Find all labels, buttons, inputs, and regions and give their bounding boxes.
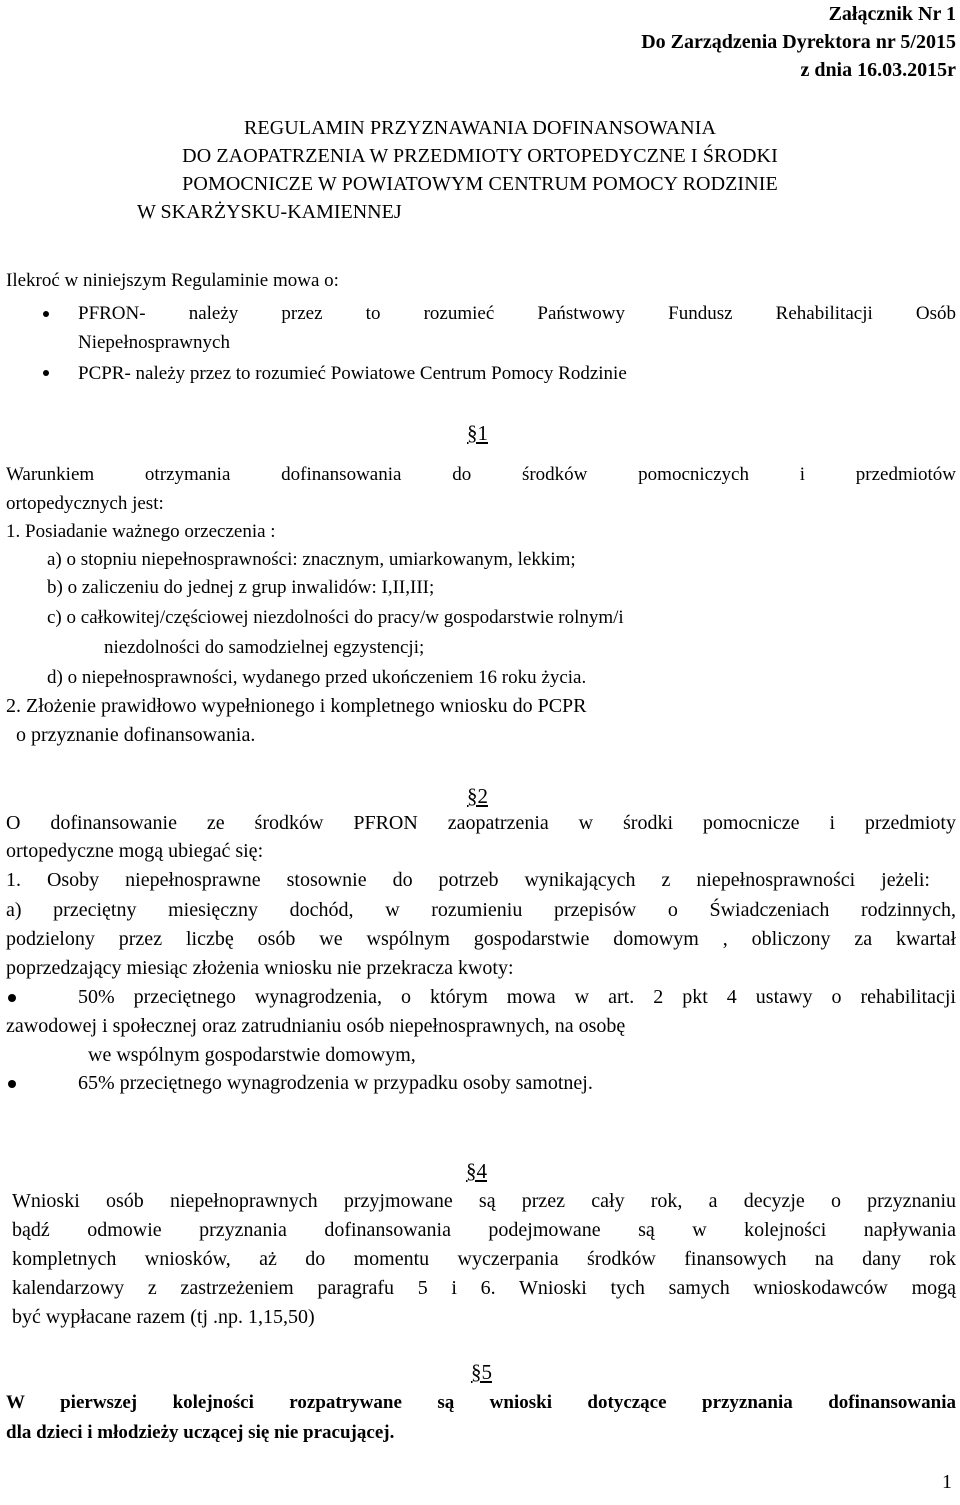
- section-2-bullet-2: 65% przeciętnego wynagrodzenia w przypadku osoby samotnej.: [78, 1072, 593, 1094]
- header-annex: Załącznik Nr 1: [828, 3, 956, 25]
- section-2-intro: O dofinansowanie ze środków PFRON zaopatrzenia w środki pomocnicze i przedmioty: [6, 812, 956, 834]
- section-5-heading: §5: [471, 1360, 492, 1384]
- page-number: 1: [942, 1471, 952, 1493]
- bullet-icon: [43, 311, 49, 317]
- section-4-line-4: kalendarzowy z zastrzeżeniem paragrafu 5 i 6. Wnioski tych samych wnioskodawców mogą: [12, 1277, 956, 1299]
- document-title-line-2: DO ZAOPATRZENIA W PRZEDMIOTY ORTOPEDYCZNE I ŚRODKI: [182, 145, 778, 167]
- section-4-line-5: być wypłacane razem (tj .np. 1,15,50): [12, 1306, 315, 1328]
- section-5-number: 5: [481, 1360, 492, 1384]
- section-4-number: 4: [476, 1159, 487, 1183]
- section-1-heading: §1: [467, 421, 488, 445]
- section-2-number: 2: [477, 784, 488, 808]
- bullet-icon: [8, 994, 16, 1002]
- section-1-intro: Warunkiem otrzymania dofinansowania do środków pomocniczych i przedmiotów: [6, 464, 956, 485]
- section-4-line-3: kompletnych wniosków, aż do momentu wyczerpania środków finansowych na dany rok: [12, 1248, 956, 1270]
- bullet-icon: [43, 370, 49, 376]
- header-date: z dnia 16.03.2015r: [800, 59, 956, 81]
- section-1-sub-c-cont: niezdolności do samodzielnej egzystencji;: [104, 637, 425, 658]
- section-2-bullet-1-cont-2: we wspólnym gospodarstwie domowym,: [88, 1044, 416, 1066]
- section-2-a-line-1: a) przeciętny miesięczny dochód, w rozumieniu przepisów o Świadczeniach rodzinnych,: [6, 899, 956, 921]
- section-5-line-2: dla dzieci i młodzieży uczącej się nie pracującej.: [6, 1422, 395, 1443]
- intro-text: Ilekroć w niniejszym Regulaminie mowa o:: [6, 270, 339, 291]
- section-2-intro-cont: ortopedyczne mogą ubiegać się:: [6, 840, 264, 862]
- section-1-sub-a: a) o stopniu niepełnosprawności: znacznym, umiarkowanym, lekkim;: [47, 549, 576, 570]
- document-title-line-4: W SKARŻYSKU-KAMIENNEJ: [137, 201, 402, 223]
- section-1-number: 1: [477, 421, 488, 445]
- document-title-line-1: REGULAMIN PRZYZNAWANIA DOFINANSOWANIA: [243, 117, 717, 139]
- section-1-sub-d: d) o niepełnosprawności, wydanego przed ukończeniem 16 roku życia.: [47, 667, 587, 688]
- section-2-heading: §2: [467, 784, 488, 808]
- intro-bullet-2: PCPR- należy przez to rozumieć Powiatowe Centrum Pomocy Rodzinie: [78, 363, 627, 384]
- document-title-line-3: POMOCNICZE W POWIATOWYM CENTRUM POMOCY RODZINIE: [182, 173, 778, 195]
- section-4-heading: §4: [466, 1159, 487, 1183]
- header-ordinance: Do Zarządzenia Dyrektora nr 5/2015: [641, 31, 956, 53]
- section-1-item-2-cont: o przyznanie dofinansowania.: [16, 724, 256, 746]
- section-1-sub-c: c) o całkowitej/częściowej niezdolności do pracy/w gospodarstwie rolnym/i: [47, 607, 624, 628]
- section-2-bullet-1: 50% przeciętnego wynagrodzenia, o którym mowa w art. 2 pkt 4 ustawy o rehabilitacji: [78, 986, 956, 1008]
- section-4-line-1: Wnioski osób niepełnoprawnych przyjmowane są przez cały rok, a decyzje o przyznaniu: [12, 1190, 956, 1212]
- section-1-item-2: 2. Złożenie prawidłowo wypełnionego i kompletnego wniosku do PCPR: [6, 695, 587, 717]
- section-1-intro-cont: ortopedycznych jest:: [6, 493, 164, 514]
- section-4-line-2: bądź odmowie przyznania dofinansowania podejmowane są w kolejności napływania: [12, 1219, 956, 1241]
- section-2-a-line-3: poprzedzający miesiąc złożenia wniosku nie przekracza kwoty:: [6, 957, 514, 979]
- section-1-sub-b: b) o zaliczeniu do jednej z grup inwalidów: I,II,III;: [47, 577, 435, 598]
- intro-bullet-1-cont: Niepełnosprawnych: [78, 332, 230, 353]
- section-5-line-1: W pierwszej kolejności rozpatrywane są wnioski dotyczące przyznania dofinansowania: [6, 1392, 956, 1413]
- section-2-a-line-2: podzielony przez liczbę osób we wspólnym gospodarstwie domowym , obliczony za kwartał: [6, 928, 956, 950]
- section-1-item-1: 1. Posiadanie ważnego orzeczenia :: [6, 521, 276, 542]
- section-2-bullet-1-cont: zawodowej i społecznej oraz zatrudnianiu osób niepełnosprawnych, na osobę: [6, 1015, 626, 1037]
- intro-bullet-1: PFRON- należy przez to rozumieć Państwowy Fundusz Rehabilitacji Osób: [78, 303, 956, 324]
- section-2-item-1: 1. Osoby niepełnosprawne stosownie do potrzeb wynikających z niepełnosprawności jeżeli:: [6, 869, 930, 891]
- bullet-icon: [8, 1080, 16, 1088]
